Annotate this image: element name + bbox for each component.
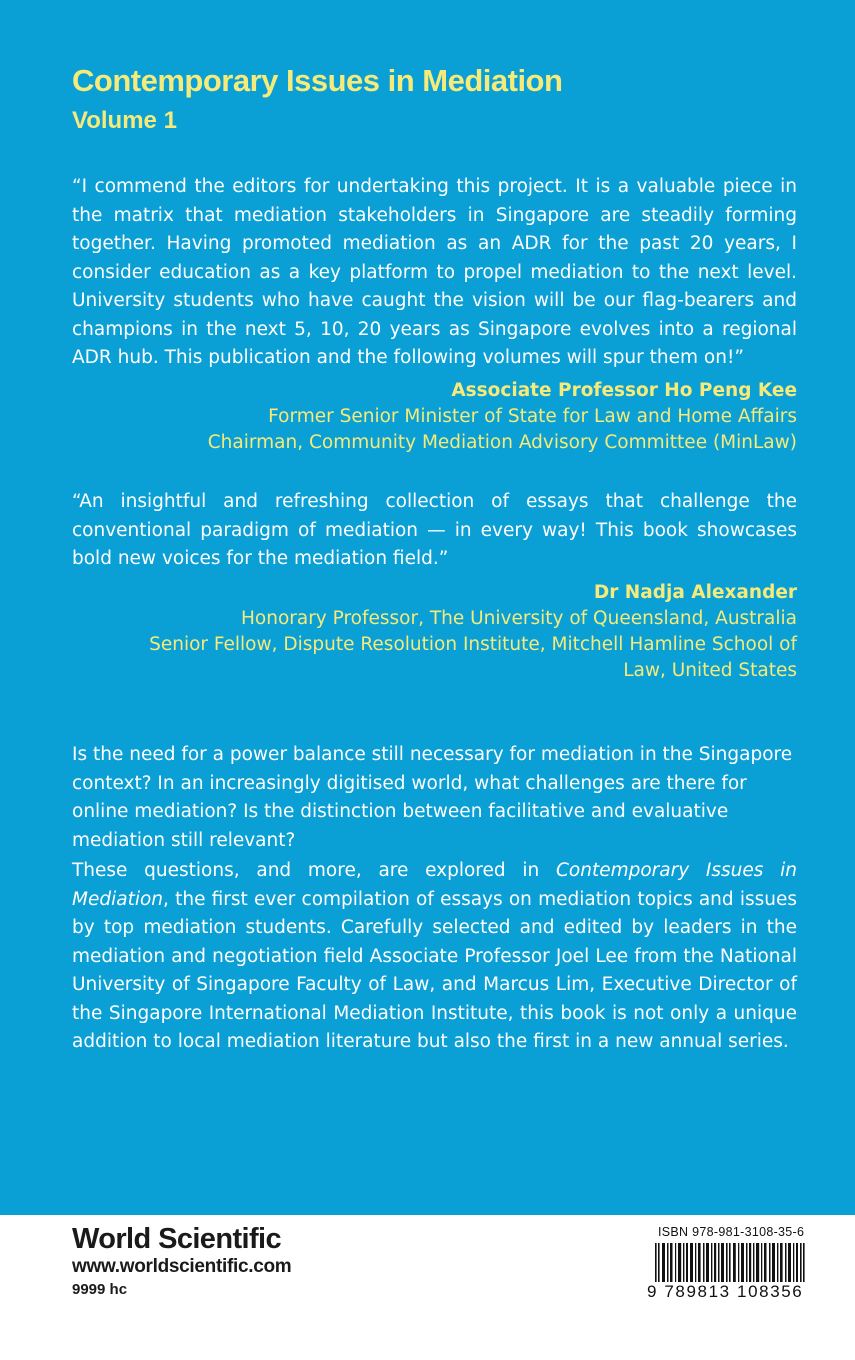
endorsement-quote-2: “An insightful and refreshing collection of essays that challenge the conventional paradigm of mediation — in every way! This book showcases bold new voices for the mediation field.” [72,491,797,569]
endorsement-quote-1: “I commend the editors for undertaking this project. It is a valuable piece in the matrix that mediation stakeholders in Singapore are steadily forming together. Having promoted mediation as an ADR for the past 20 years, I consider education as a key platform to propel mediation to the next level. University students who have caught the vision will be our flag-bearers and champions in the next 5, 10, 20 years as Singapore evolves into a regional ADR hub. This publication and the following volumes will spur them on!” [72,176,797,368]
endorser-name: Dr Nadja Alexander [593,582,797,603]
endorser-role: Chairman, Community Mediation Advisory Committee (MinLaw) [207,432,797,453]
book-volume: Volume 1 [72,107,177,134]
publisher-name: World Scientific [72,1223,282,1255]
isbn-label: ISBN 978-981-3108-35-6 [658,1225,805,1239]
description-questions: Is the need for a power balance still necessary for mediation in the Singapore context? In an increasingly digitised world, what challenges are there for online mediation? Is the distinction between facilitative and evaluative mediation still relevant? [72,744,793,851]
endorsement-attribution-1 [57,378,797,456]
endorser-name: Associate Professor Ho Peng Kee [451,380,797,401]
product-code: 9999 hc [72,1281,128,1298]
book-title: Contemporary Issues in Mediation [72,63,563,98]
book-title-italic: Contemporary Issues in Mediation [72,860,798,910]
endorser-role: Senior Fellow, Dispute Resolution Institute, Mitchell Hamline School of Law, United States [149,634,797,681]
endorser-role: Former Senior Minister of State for Law and Home Affairs [268,406,797,427]
description-body: These questions, and more, are explored in Contemporary Issues in Mediation, the first ever compilation of essays on mediation topics and issues by top mediation students. Carefully selected and edited by leaders in the mediation and negotiation field Associate Professor Joel Lee from the National University of Singapore Faculty of Law, and Marcus Lim, Executive Director of the Singapore International Mediation Institute, this book is not only a unique addition to local mediation literature but also the first in a new annual series. [72,860,798,1052]
barcode-digits: 9 789813 108356 [647,1282,807,1302]
endorsement-attribution-2 [57,580,797,684]
publisher-website: www.worldscientific.com [72,1256,292,1277]
endorser-role: Honorary Professor, The University of Queensland, Australia [240,608,797,629]
